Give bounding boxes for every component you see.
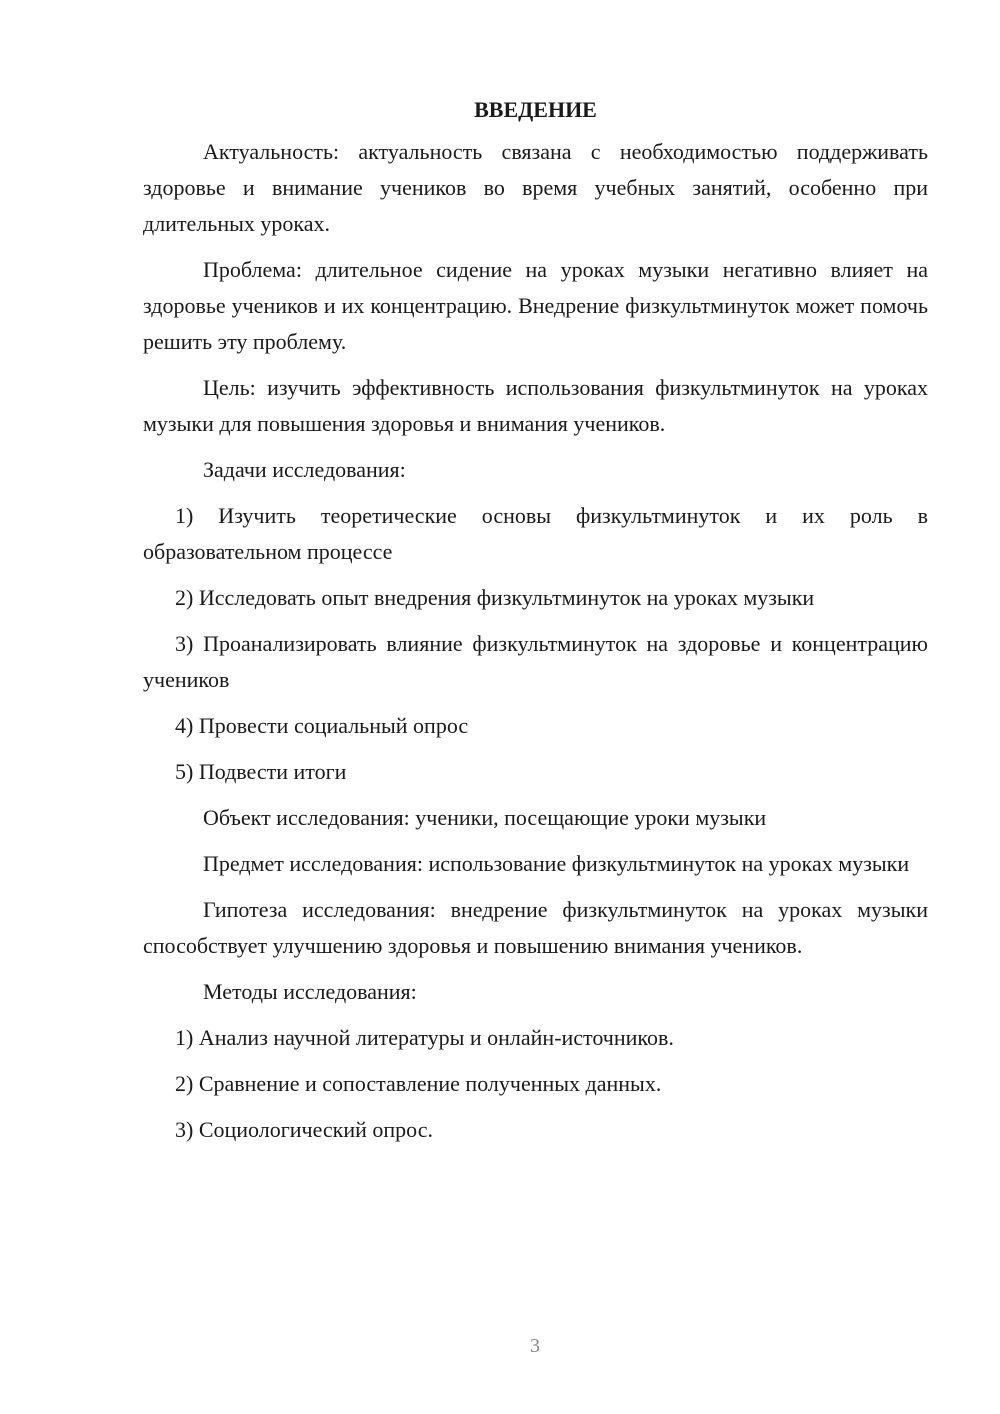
goal-paragraph: Цель: изучить эффективность использования физкультминуток на уроках музыки для повышения здоровья и внимания учеников. — [143, 375, 928, 436]
task-item-4: 4) Провести социальный опрос — [175, 713, 469, 738]
problem-paragraph: Проблема: длительное сидение на уроках музыки негативно влияет на здоровье учеников и их концентрацию. Внедрение физкультминуток может помочь решить эту проблему. — [143, 257, 928, 354]
tasks-title: Задачи исследования: — [203, 457, 406, 482]
page-number: 3 — [530, 1335, 540, 1357]
method-item-1: 1) Анализ научной литературы и онлайн-источников. — [175, 1025, 674, 1050]
task-item-5: 5) Подвести итоги — [175, 759, 347, 784]
method-item-3: 3) Социологический опрос. — [175, 1117, 433, 1142]
object-paragraph: Объект исследования: ученики, посещающие уроки музыки — [203, 805, 767, 830]
task-item-3: 3) Проанализировать влияние физкультминуток на здоровье и концентрацию учеников — [143, 631, 928, 692]
methods-title: Методы исследования: — [203, 979, 417, 1004]
subject-paragraph: Предмет исследования: использование физкультминуток на уроках музыки — [203, 851, 910, 876]
hypothesis-paragraph: Гипотеза исследования: внедрение физкультминуток на уроках музыки способствует улучшению здоровья и повышению внимания учеников. — [143, 897, 928, 958]
page-content — [143, 92, 928, 1158]
task-item-1: 1) Изучить теоретические основы физкультминуток и их роль в образовательном процессе — [143, 503, 928, 564]
section-heading: ВВЕДЕНИЕ — [474, 97, 597, 122]
method-item-2: 2) Сравнение и сопоставление полученных данных. — [175, 1071, 662, 1096]
task-item-2: 2) Исследовать опыт внедрения физкультминуток на уроках музыки — [175, 585, 815, 610]
relevance-paragraph: Актуальность: актуальность связана с необходимостью поддерживать здоровье и внимание учеников во время учебных занятий, особенно при длительных уроках. — [143, 139, 928, 236]
